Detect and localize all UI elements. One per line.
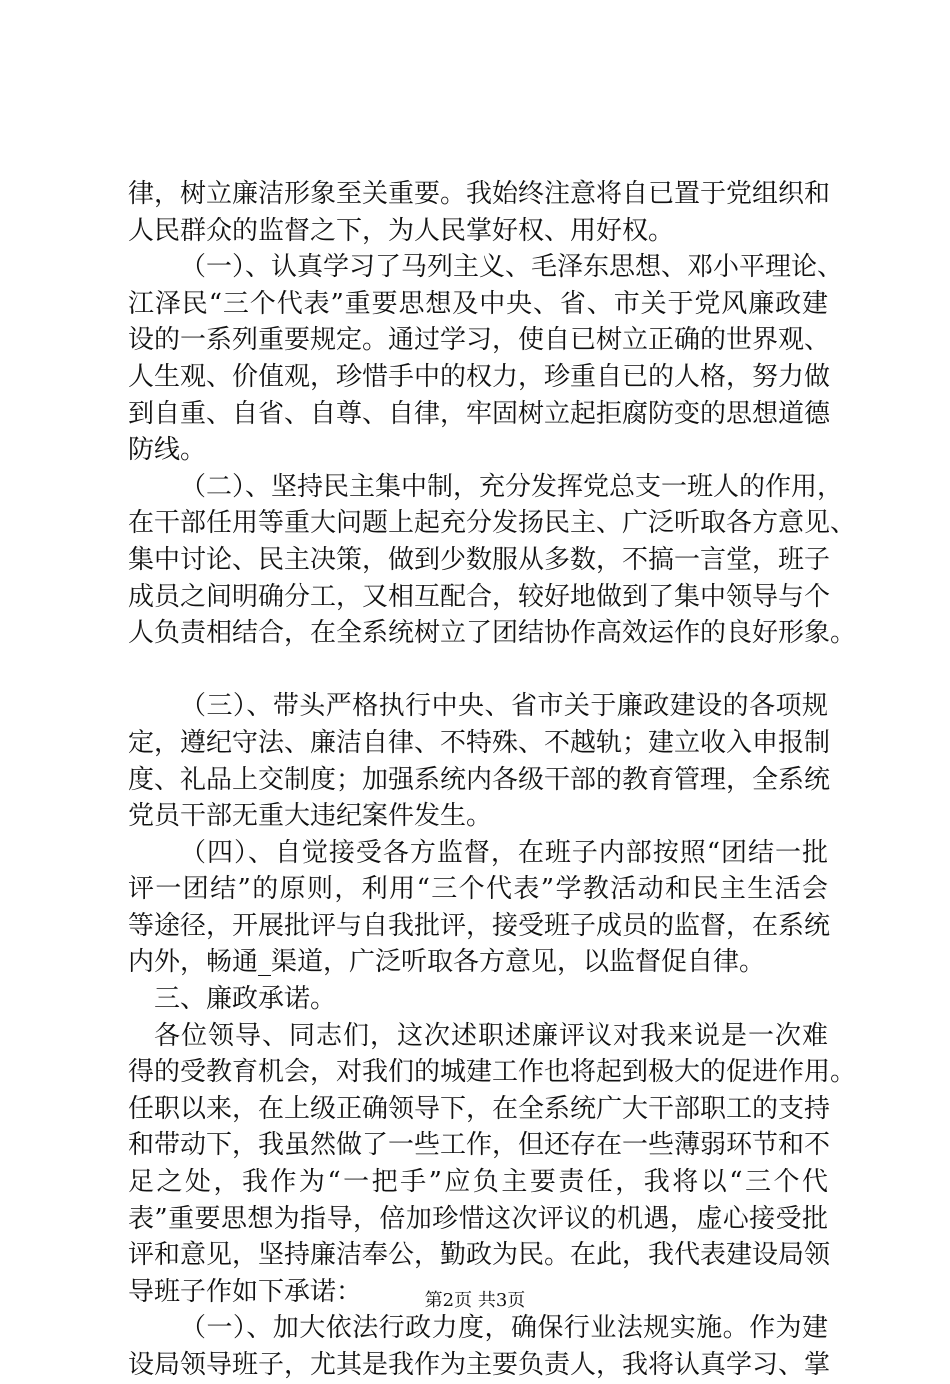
text-line: 三、廉政承诺。 [154, 984, 337, 1015]
text-line: 定，遵纪守法、廉洁自律、不特殊、不越轨；建立收入申报制 [128, 727, 831, 758]
document-body [128, 176, 857, 1384]
text-line: 表”重要思想为指导，倍加珍惜这次评议的机遇，虚心接受批 [128, 1203, 828, 1234]
text-line: （三）、带头严格执行中央、省市关于廉政建设的各项规 [180, 691, 828, 722]
text-line: （四）、自觉接受各方监督，在班子内部按照“团结一批 [180, 837, 828, 868]
text-line: 和带动下，我虽然做了一些工作，但还存在一些薄弱环节和不 [128, 1130, 831, 1161]
text-line: 设局领导班子，尤其是我作为主要负责人，我将认真学习、掌 [128, 1350, 831, 1380]
text-line: 等途径，开展批评与自我批评，接受班子成员的监督，在系统 [128, 910, 831, 941]
text-line: （一）、认真学习了马列主义、毛泽东思想、邓小平理论、 [180, 252, 844, 283]
text-line: 内外，畅通_渠道，广泛听取各方意见，以监督促自律。 [128, 947, 766, 978]
text-line: （二）、坚持民主集中制，充分发挥党总支一班人的作用， [180, 471, 844, 502]
text-line: 各位领导、同志们，这次述职述廉评议对我来说是一次难 [154, 1020, 828, 1051]
text-line: 人民群众的监督之下，为人民掌好权、用好权。 [128, 215, 675, 246]
text-line: （一）、加大依法行政力度，确保行业法规实施。作为建 [180, 1313, 828, 1344]
text-line: 任职以来，在上级正确领导下，在全系统广大干部职工的支持 [128, 1093, 831, 1124]
text-line: 度、礼品上交制度；加强系统内各级干部的教育管理，全系统 [128, 764, 831, 795]
text-line: 成员之间明确分工，又相互配合，较好地做到了集中领导与个 [128, 581, 831, 612]
blank-line [128, 652, 828, 689]
text-line: 人生观、价值观，珍惜手中的权力，珍重自已的人格，努力做 [128, 361, 831, 392]
text-line: 在干部任用等重大问题上起充分发扬民主、广泛听取各方意见、 [128, 508, 857, 539]
text-line: 足之处，我作为“一把手”应负主要责任，我将以“三个代 [128, 1167, 828, 1198]
text-line: 党员干部无重大违纪案件发生。 [128, 801, 493, 832]
text-line: 人负责相结合，在全系统树立了团结协作高效运作的良好形象。 [128, 618, 857, 649]
text-line: 到自重、自省、自尊、自律，牢固树立起拒腐防变的思想道德 [128, 398, 831, 429]
text-line: 导班子作如下承诺： [128, 1276, 363, 1307]
text-line: 集中讨论、民主决策，做到少数服从多数，不搞一言堂，班子 [128, 544, 831, 575]
text-line: 评一团结”的原则，利用“三个代表”学教活动和民主生活会 [128, 874, 828, 905]
page-footer: 第2页 共3页 [424, 1290, 526, 1311]
text-line: 防线。 [128, 435, 207, 466]
text-line: 律，树立廉洁形象至关重要。我始终注意将自已置于党组织和 [128, 179, 831, 209]
text-line: 得的受教育机会，对我们的城建工作也将起到极大的促进作用。 [128, 1057, 857, 1088]
text-line: 江泽民“三个代表”重要思想及中央、省、市关于党风廉政建 [128, 288, 828, 319]
text-line: 设的一系列重要规定。通过学习，使自已树立正确的世界观、 [128, 325, 831, 356]
text-line: 评和意见，坚持廉洁奉公，勤政为民。在此，我代表建设局领 [128, 1240, 831, 1271]
